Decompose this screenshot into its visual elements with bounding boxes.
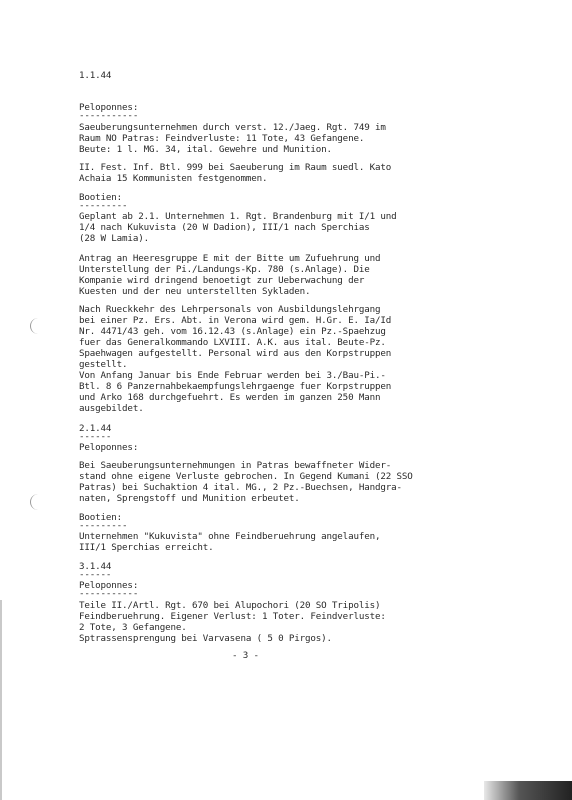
punch-hole-mark: [30, 494, 41, 510]
heading-underline: -----------: [79, 110, 139, 121]
body-line: (28 W Lamia).: [79, 233, 149, 244]
body-line: Raum NO Patras: Feindverluste: 11 Tote, 43 Gefangene.: [79, 133, 365, 144]
body-line: II. Fest. Inf. Btl. 999 bei Saeuberung im Raum suedl. Kato: [79, 162, 392, 173]
body-line: Beute: 1 l. MG. 34, ital. Gewehre und Munition.: [79, 144, 332, 155]
body-line: Nach Rueckkehr des Lehrpersonals von Ausbildungslehrgang: [79, 304, 381, 315]
body-line: ausgebildet.: [79, 403, 144, 414]
section-heading: Bootien:: [79, 192, 123, 203]
body-line: gestellt.: [79, 359, 128, 370]
scan-edge-shadow: [0, 600, 2, 800]
body-line: Feindberuehrung. Eigener Verlust: 1 Toter. Feindverluste:: [79, 611, 386, 622]
body-line: Saeuberungsunternehmen durch verst. 12./Jaeg. Rgt. 749 im: [79, 122, 386, 133]
body-line: Antrag an Heeresgruppe E mit der Bitte um Zufuehrung und: [79, 253, 381, 264]
body-line: Nr. 4471/43 geh. vom 16.12.43 (s.Anlage) ein Pz.-Spaehzug: [79, 326, 386, 337]
heading-underline: ---------: [79, 520, 128, 531]
body-line: Kuesten und der neu unterstellten Sykladen.: [79, 286, 311, 297]
body-line: bei einer Pz. Ers. Abt. in Verona wird gem. H.Gr. E. Ia/Id: [79, 315, 392, 326]
body-line: Spaehwagen aufgestellt. Personal wird aus den Korpstruppen: [79, 348, 392, 359]
body-line: stand ohne eigene Verluste gebrochen. In Gegend Kumani (22 SSO: [79, 471, 413, 482]
body-line: III/1 Sperchias erreicht.: [79, 542, 214, 553]
heading-underline: ---------: [79, 200, 128, 211]
body-line: Unterstellung der Pi./Landungs-Kp. 780 (s.Anlage). Die: [79, 264, 370, 275]
body-line: 2 Tote, 3 Gefangene.: [79, 622, 187, 633]
body-line: und Arko 168 durchgefuehrt. Es werden im ganzen 250 Mann: [79, 392, 381, 403]
body-line: Achaia 15 Kommunisten festgenommen.: [79, 173, 268, 184]
body-line: Sptrassensprengung bei Varvasena ( 5 0 Pirgos).: [79, 633, 332, 644]
body-line: Btl. 8 6 Panzernahbekaempfungslehrgaenge fuer Korpstruppen: [79, 381, 392, 392]
date-underline: ------: [79, 569, 112, 580]
body-line: 1/4 nach Kukuvista (20 W Dadion), III/1 nach Sperchias: [79, 222, 370, 233]
entry-date: 3.1.44: [79, 561, 112, 572]
punch-hole-mark: [30, 318, 41, 334]
body-line: Unternehmen "Kukuvista" ohne Feindberuehrung angelaufen,: [79, 531, 381, 542]
body-line: Von Anfang Januar bis Ende Februar werden bei 3./Bau-Pi.-: [79, 370, 386, 381]
body-line: Bei Saeuberungsunternehmungen in Patras bewaffneter Wider-: [79, 460, 392, 471]
date-underline: ------: [79, 431, 112, 442]
body-line: Kompanie wird dringend benoetigt zur Ueberwachung der: [79, 275, 365, 286]
section-heading: Peloponnes:: [79, 580, 139, 591]
section-heading: Peloponnes:: [79, 442, 139, 453]
entry-date: 2.1.44: [79, 423, 112, 434]
heading-underline: -----------: [79, 588, 139, 599]
body-line: Teile II./Artl. Rgt. 670 bei Alupochori (20 SO Tripolis): [79, 600, 381, 611]
entry-date: 1.1.44: [79, 70, 112, 81]
section-heading: Peloponnes:: [79, 102, 139, 113]
body-line: Patras) bei Suchaktion 4 ital. MG., 2 Pz.-Buechsen, Handgra-: [79, 482, 402, 493]
body-line: fuer das Generalkommando LXVIII. A.K. aus ital. Beute-Pz.: [79, 337, 386, 348]
section-heading: Bootien:: [79, 512, 123, 523]
page-number: - 3 -: [232, 650, 259, 661]
scan-corner-shadow: [484, 781, 572, 800]
body-line: Geplant ab 2.1. Unternehmen 1. Rgt. Brandenburg mit I/1 und: [79, 211, 397, 222]
body-line: naten, Sprengstoff und Munition erbeutet.: [79, 493, 300, 504]
